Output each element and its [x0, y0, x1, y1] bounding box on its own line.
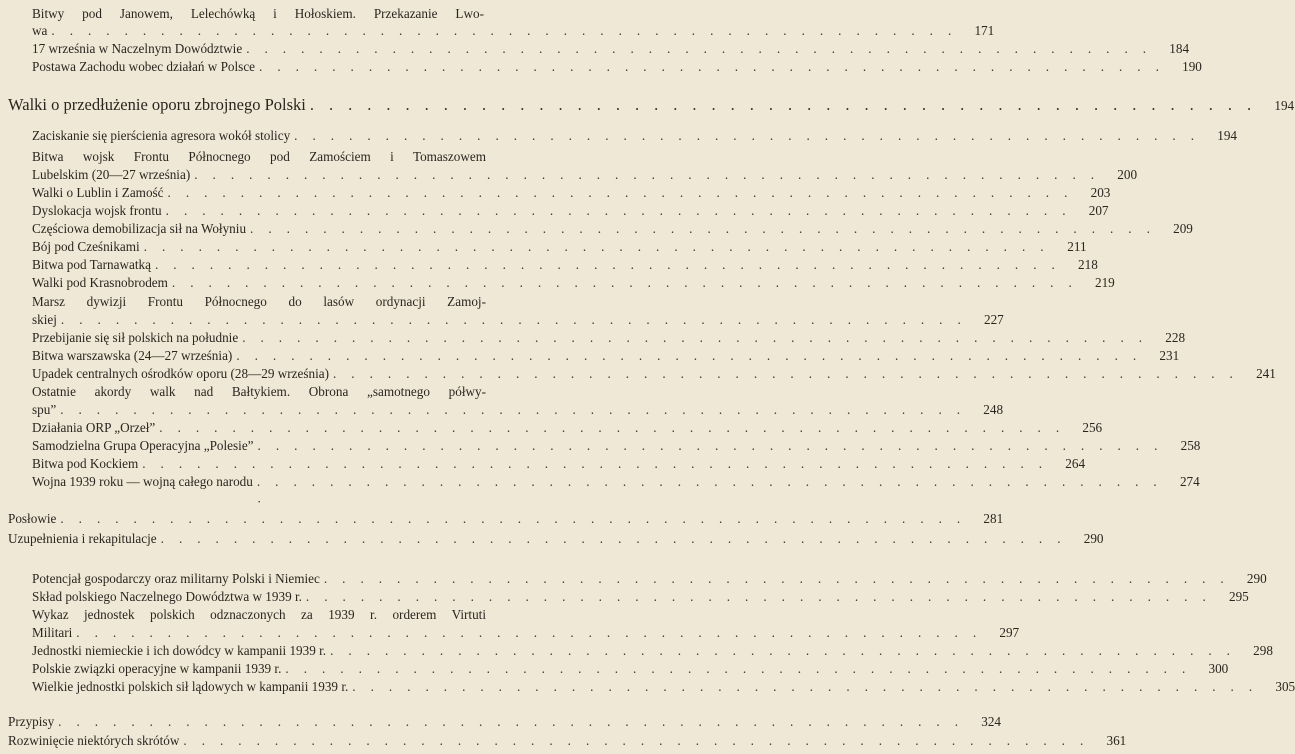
leader-dots: .................................................. [285, 661, 1201, 676]
toc-entry [32, 274, 1115, 291]
toc-page-number: 241 [1256, 366, 1276, 381]
leader-dots: .................................................. [246, 41, 1162, 56]
toc-entry [32, 184, 1111, 201]
leader-dots: .................................................. [183, 733, 1099, 748]
toc-entry [32, 660, 1229, 677]
leader-dots: .................................................. [330, 643, 1245, 658]
leader-dots: .................................................. [171, 275, 1087, 290]
toc-entry [32, 588, 1249, 605]
toc-entry-title: spu” [32, 402, 57, 417]
toc-page-number: 194 [1217, 128, 1238, 143]
toc-entry-line1: Ostatnie akordy walk nad Bałtykiem. Obrona „samotnego półwy- [32, 384, 486, 399]
leader-dots: .................................................. [165, 203, 1081, 218]
toc-page-number: 258 [1180, 438, 1201, 453]
leader-dots: .................................................. [159, 420, 1075, 435]
toc-entry-title: Bój pod Cześnikami [32, 239, 140, 254]
toc-section-heading [8, 95, 1295, 114]
toc-entry-title: Samodzielna Grupa Operacyjna „Polesie” [32, 438, 254, 453]
leader-dots: .................................................. [60, 312, 976, 327]
toc-entry-title: Walki o Lublin i Zamość [32, 185, 164, 200]
toc-entry [32, 40, 1190, 57]
toc-page-number: 256 [1082, 420, 1103, 435]
leader-dots: .................................................. [309, 95, 1267, 114]
leader-dots: .................................................. [305, 589, 1221, 604]
stray-mark: · [257, 494, 262, 509]
leader-dots: .................................................. [142, 456, 1058, 471]
leader-dots: .................................................. [352, 679, 1268, 694]
toc-page-number: 211 [1067, 239, 1087, 254]
toc-entry-title: Skład polskiego Naczelnego Dowództwa w 1939 r. [32, 589, 302, 604]
toc-page-number: 219 [1094, 275, 1115, 290]
leader-dots: .................................................. [143, 239, 1059, 254]
toc-page-number: 290 [1246, 571, 1267, 586]
toc-entry-title: Lubelskim (20—27 września) [32, 167, 191, 182]
toc-page-number: 227 [983, 312, 1004, 327]
toc-entry-title: Przypisy [8, 714, 55, 729]
leader-dots: .................................................. [323, 571, 1239, 586]
toc-page-number: 281 [983, 511, 1004, 526]
toc-entry [32, 624, 1020, 641]
toc-entry-title: Bitwa pod Kockiem [32, 456, 139, 471]
toc-page-number: 300 [1208, 661, 1229, 676]
leader-dots: .................................................. [242, 330, 1158, 345]
toc-page-number: 305 [1275, 679, 1295, 694]
toc-page-number: 298 [1253, 643, 1273, 658]
toc-page-number: 218 [1078, 257, 1098, 272]
toc-page-number: 248 [983, 402, 1004, 417]
toc-entry [32, 437, 1201, 454]
toc-entry [32, 329, 1186, 346]
toc-entry-title: Posłowie [8, 511, 57, 526]
toc-entry-title: Uzupełnienia i rekapitulacje [8, 531, 157, 546]
toc-entry-title: Upadek centralnych ośrodków oporu (28—29 września) [32, 366, 329, 381]
leader-dots: .................................................. [259, 59, 1174, 74]
toc-entry [32, 365, 1276, 382]
toc-entry-title: Przebijanie się sił polskich na południe [32, 330, 239, 345]
toc-page-number: 297 [999, 625, 1020, 640]
leader-dots: .................................................. [256, 474, 1172, 489]
leader-dots: .................................................. [333, 366, 1248, 381]
toc-entry [32, 347, 1180, 364]
toc-entry-title: Walki pod Krasnobrodem [32, 275, 168, 290]
toc-entry [8, 530, 1104, 547]
toc-entry [32, 166, 1138, 183]
toc-entry-title: 17 września w Naczelnym Dowództwie [32, 41, 243, 56]
toc-entry-line1: Marsz dywizji Frontu Północnego do lasów ordynacji Zamoj- [32, 294, 486, 309]
toc-entry [32, 419, 1103, 436]
toc-page-number: 324 [981, 714, 1001, 729]
toc-entry-title: Jednostki niemieckie i ich dowódcy w kampanii 1939 r. [32, 643, 327, 658]
leader-dots: .................................................. [250, 221, 1165, 236]
toc-page-number: 184 [1169, 41, 1190, 56]
leader-dots: .................................................. [154, 257, 1070, 272]
leader-dots: .................................................. [160, 531, 1076, 546]
toc-entry-title: Polskie związki operacyjne w kampanii 1939 r. [32, 661, 282, 676]
toc-entry-title: Działania ORP „Orzeł” [32, 420, 156, 435]
toc-page-number: 264 [1065, 456, 1086, 471]
toc-entry [32, 202, 1109, 219]
toc-page-number: 209 [1173, 221, 1193, 236]
leader-dots: .................................................. [58, 714, 973, 729]
toc-page-number: 231 [1159, 348, 1180, 363]
leader-dots: .................................................. [194, 167, 1110, 182]
toc-entry [32, 401, 1004, 418]
toc-entry-line1: Bitwa wojsk Frontu Północnego pod Zamościem i Tomaszowem [32, 149, 486, 164]
toc-page-number: 190 [1182, 59, 1202, 74]
toc-entry [8, 713, 1001, 730]
toc-entry [32, 473, 1200, 490]
toc-page-number: 228 [1165, 330, 1186, 345]
toc-entry-line1: Bitwy pod Janowem, Lelechówką i Hołoskiem. Przekazanie Lwo- [32, 6, 484, 21]
toc-page-number: 194 [1274, 98, 1295, 113]
toc-entry-title: Bitwa pod Tarnawatką [32, 257, 151, 272]
toc-entry-title: Militari [32, 625, 73, 640]
toc-page-number: 290 [1083, 531, 1104, 546]
toc-entry-title: Częściowa demobilizacja sił na Wołyniu [32, 221, 247, 236]
toc-entry-title: Postawa Zachodu wobec działań w Polsce [32, 59, 256, 74]
toc-page-number: 295 [1228, 589, 1249, 604]
toc-entry [32, 58, 1202, 75]
leader-dots: .................................................. [236, 348, 1152, 363]
toc-entry [32, 220, 1193, 237]
toc-page-number: 274 [1179, 474, 1200, 489]
toc-entry [32, 678, 1295, 695]
toc-entry-title: Rozwinięcie niektórych skrótów [8, 733, 180, 748]
toc-entry-title: Dyslokacja wojsk frontu [32, 203, 162, 218]
toc-entry-title: Wojna 1939 roku — wojną całego narodu [32, 474, 253, 489]
toc-entry-title: Wielkie jednostki polskich sił lądowych w kampanii 1939 r. [32, 679, 349, 694]
toc-entry [8, 510, 1004, 527]
toc-entry-title: Walki o przedłużenie oporu zbrojnego Polski [8, 95, 306, 114]
leader-dots: .................................................. [51, 23, 967, 38]
toc-entry [32, 455, 1086, 472]
leader-dots: .................................................. [60, 511, 976, 526]
toc-entry-title: wa [32, 23, 48, 38]
toc-entry [32, 238, 1087, 255]
toc-entry-title: Potencjał gospodarczy oraz militarny Polski i Niemiec [32, 571, 320, 586]
leader-dots: .................................................. [76, 625, 992, 640]
toc-entry-title: Zaciskanie się pierścienia agresora wokół stolicy [32, 128, 291, 143]
toc-entry [32, 127, 1238, 144]
toc-entry [32, 642, 1273, 659]
toc-page-number: 203 [1090, 185, 1111, 200]
leader-dots: .................................................. [167, 185, 1083, 200]
toc-entry-line1: Wykaz jednostek polskich odznaczonych za 1939 r. orderem Virtuti [32, 607, 486, 622]
toc-entry [8, 732, 1127, 749]
toc-page-number: 361 [1106, 733, 1127, 748]
leader-dots: .................................................. [257, 438, 1173, 453]
leader-dots: .................................................. [294, 128, 1210, 143]
toc-entry-title: Bitwa warszawska (24—27 września) [32, 348, 233, 363]
toc-entry [32, 311, 1004, 328]
toc-page-number: 171 [974, 23, 995, 38]
toc-entry [32, 256, 1098, 273]
toc-page-number: 207 [1088, 203, 1109, 218]
leader-dots: .................................................. [60, 402, 976, 417]
toc-entry [32, 22, 995, 39]
toc-entry [32, 570, 1267, 587]
toc-page-number: 200 [1117, 167, 1138, 182]
toc-entry-title: skiej [32, 312, 57, 327]
